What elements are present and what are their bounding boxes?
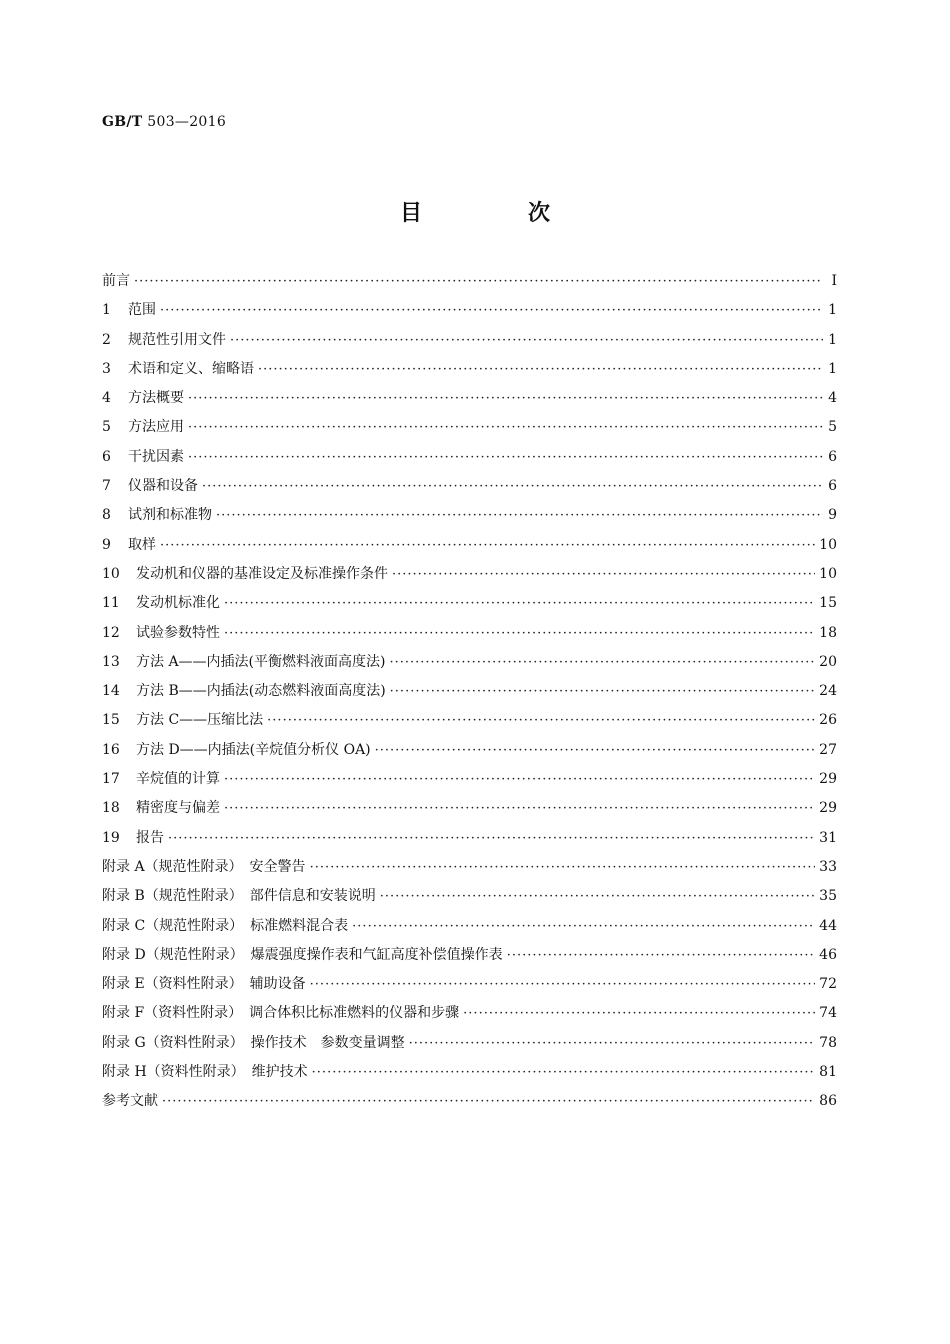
toc-entry[interactable] bbox=[102, 680, 837, 709]
toc-entry-page: 4 bbox=[828, 390, 837, 407]
toc-entry-number: 18 bbox=[102, 800, 120, 817]
toc-entry-page: Ⅰ bbox=[831, 273, 837, 289]
toc-entry-label: 范围 bbox=[128, 302, 156, 319]
toc-entry-label: 附录 B（规范性附录） 部件信息和安装说明 bbox=[102, 888, 376, 905]
toc-entry[interactable] bbox=[102, 915, 837, 944]
toc-leader-dots bbox=[224, 626, 815, 641]
toc-entry-page: 10 bbox=[819, 536, 837, 553]
toc-entry-number: 2 bbox=[102, 331, 111, 348]
toc-entry[interactable] bbox=[102, 1002, 837, 1031]
toc-entry-page: 10 bbox=[819, 565, 837, 582]
toc-entry-number: 17 bbox=[102, 771, 120, 788]
toc-leader-dots bbox=[160, 303, 823, 318]
toc-leader-dots bbox=[202, 479, 823, 494]
toc-entry-number: 11 bbox=[102, 595, 120, 612]
toc-leader-dots bbox=[230, 333, 823, 348]
toc-leader-dots bbox=[188, 450, 823, 465]
toc-entry[interactable] bbox=[102, 768, 837, 797]
toc-entry-label: 附录 D（规范性附录） 爆震强度操作表和气缸高度补偿值操作表 bbox=[102, 946, 503, 963]
toc-entry-page: 24 bbox=[819, 683, 837, 700]
toc-entry-number: 19 bbox=[102, 829, 120, 846]
toc-entry-label: 附录 H（资料性附录） 维护技术 bbox=[102, 1064, 308, 1081]
toc-entry-label: 附录 F（资料性附录） 调合体积比标准燃料的仪器和步骤 bbox=[102, 1005, 460, 1022]
toc-entry[interactable] bbox=[102, 827, 837, 856]
toc-entry[interactable] bbox=[102, 709, 837, 738]
toc-leader-dots bbox=[352, 919, 815, 934]
toc-entry[interactable] bbox=[102, 329, 837, 358]
toc-entry-label: 仪器和设备 bbox=[128, 478, 198, 495]
toc-entry-label: 方法 B——内插法(动态燃料液面高度法) bbox=[136, 683, 386, 700]
toc-leader-dots bbox=[392, 567, 815, 582]
toc-entry-number: 14 bbox=[102, 683, 120, 700]
toc-entry-page: 6 bbox=[828, 448, 837, 465]
toc-entry[interactable] bbox=[102, 563, 837, 592]
toc-entry-label: 附录 C（规范性附录） 标准燃料混合表 bbox=[102, 917, 349, 934]
toc-entry-number: 10 bbox=[102, 565, 120, 582]
toc-entry[interactable] bbox=[102, 299, 837, 328]
standard-number: 503—2016 bbox=[142, 114, 227, 130]
toc-entry-label: 发动机和仪器的基准设定及标准操作条件 bbox=[136, 565, 388, 582]
toc-entry[interactable] bbox=[102, 592, 837, 621]
toc-entry-page: 29 bbox=[819, 800, 837, 817]
toc-entry-page: 74 bbox=[819, 1005, 837, 1022]
toc-entry-page: 78 bbox=[819, 1034, 837, 1051]
toc-entry[interactable] bbox=[102, 1032, 837, 1061]
toc-entry-number: 15 bbox=[102, 712, 120, 729]
toc-entry-page: 35 bbox=[819, 888, 837, 905]
toc-entry-number: 3 bbox=[102, 360, 111, 377]
toc-entry-number: 12 bbox=[102, 624, 120, 641]
toc-entry[interactable] bbox=[102, 622, 837, 651]
toc-entry-label: 方法应用 bbox=[128, 419, 184, 436]
standard-code bbox=[102, 114, 226, 130]
toc-entry-label: 报告 bbox=[136, 829, 164, 846]
toc-entry-label: 精密度与偏差 bbox=[136, 800, 220, 817]
toc-leader-dots bbox=[224, 801, 815, 816]
toc-leader-dots bbox=[463, 1006, 815, 1021]
toc-entry-label: 发动机标准化 bbox=[136, 595, 220, 612]
toc-leader-dots bbox=[224, 596, 815, 611]
toc-entry-page: 1 bbox=[828, 360, 837, 377]
toc-entry-label: 附录 E（资料性附录） 辅助设备 bbox=[102, 976, 306, 993]
toc-entry-page: 46 bbox=[819, 946, 837, 963]
toc-entry-number: 7 bbox=[102, 478, 111, 495]
toc-entry[interactable] bbox=[102, 475, 837, 504]
toc-entry[interactable] bbox=[102, 739, 837, 768]
toc-entry-page: 81 bbox=[819, 1064, 837, 1081]
toc-entry-label: 参考文献 bbox=[102, 1093, 158, 1110]
toc-leader-dots bbox=[310, 860, 816, 875]
toc-entry-number: 6 bbox=[102, 448, 111, 465]
toc-entry[interactable] bbox=[102, 358, 837, 387]
toc-leader-dots bbox=[162, 1094, 815, 1109]
toc-entry-label: 试验参数特性 bbox=[136, 624, 220, 641]
toc-entry-page: 44 bbox=[819, 917, 837, 934]
toc-entry-label: 前言 bbox=[102, 273, 130, 289]
toc-entry-page: 18 bbox=[819, 624, 837, 641]
toc-entry[interactable] bbox=[102, 973, 837, 1002]
toc-entry[interactable] bbox=[102, 534, 837, 563]
toc-entry-number: 5 bbox=[102, 419, 111, 436]
toc-entry-label: 辛烷值的计算 bbox=[136, 771, 220, 788]
toc-entry-label: 规范性引用文件 bbox=[128, 331, 226, 348]
toc-leader-dots bbox=[160, 538, 815, 553]
toc-entry-label: 方法 A——内插法(平衡燃料液面高度法) bbox=[136, 653, 386, 670]
toc-entry-label: 取样 bbox=[128, 536, 156, 553]
toc-entry-number: 8 bbox=[102, 507, 111, 524]
toc-entry-page: 15 bbox=[819, 595, 837, 612]
toc-entry-page: 86 bbox=[819, 1093, 837, 1110]
toc-leader-dots bbox=[188, 391, 823, 406]
toc-leader-dots bbox=[389, 655, 815, 670]
table-of-contents bbox=[102, 270, 837, 1120]
toc-entry-number: 1 bbox=[102, 302, 111, 319]
toc-entry[interactable] bbox=[102, 416, 837, 445]
toc-entry-page: 72 bbox=[819, 976, 837, 993]
toc-entry-label: 附录 G（资料性附录） 操作技术 参数变量调整 bbox=[102, 1034, 405, 1051]
toc-entry-page: 33 bbox=[819, 858, 837, 875]
toc-entry-page: 20 bbox=[819, 653, 837, 670]
toc-leader-dots bbox=[216, 508, 823, 523]
toc-entry[interactable] bbox=[102, 797, 837, 826]
standard-prefix: GB/T bbox=[102, 114, 143, 130]
toc-leader-dots bbox=[258, 362, 823, 377]
toc-entry-page: 31 bbox=[819, 829, 837, 846]
toc-leader-dots bbox=[409, 1036, 816, 1051]
toc-leader-dots bbox=[507, 948, 815, 963]
toc-entry-number: 9 bbox=[102, 536, 111, 553]
toc-entry[interactable] bbox=[102, 387, 837, 416]
toc-leader-dots bbox=[390, 684, 816, 699]
toc-entry-label: 干扰因素 bbox=[128, 448, 184, 465]
toc-leader-dots bbox=[375, 743, 816, 758]
toc-entry-number: 13 bbox=[102, 653, 120, 670]
toc-entry[interactable] bbox=[102, 446, 837, 475]
toc-entry-label: 方法 D——内插法(辛烷值分析仪 OA) bbox=[136, 741, 371, 758]
toc-leader-dots bbox=[267, 713, 815, 728]
toc-entry-page: 27 bbox=[819, 741, 837, 758]
toc-leader-dots bbox=[224, 772, 815, 787]
toc-entry[interactable] bbox=[102, 944, 837, 973]
toc-entry-page: 1 bbox=[828, 331, 837, 348]
toc-leader-dots bbox=[134, 274, 823, 289]
toc-entry-page: 9 bbox=[828, 507, 837, 524]
toc-entry-label: 方法概要 bbox=[128, 390, 184, 407]
toc-leader-dots bbox=[168, 831, 815, 846]
toc-entry-number: 16 bbox=[102, 741, 120, 758]
toc-entry-page: 1 bbox=[828, 302, 837, 319]
toc-entry-label: 方法 C——压缩比法 bbox=[136, 712, 264, 729]
toc-entry-number: 4 bbox=[102, 390, 111, 407]
toc-entry-page: 29 bbox=[819, 771, 837, 788]
toc-leader-dots bbox=[310, 977, 816, 992]
toc-entry-page: 5 bbox=[828, 419, 837, 436]
toc-entry-page: 26 bbox=[819, 712, 837, 729]
toc-entry[interactable] bbox=[102, 856, 837, 885]
toc-entry-page: 6 bbox=[828, 478, 837, 495]
toc-entry[interactable] bbox=[102, 1061, 837, 1090]
toc-leader-dots bbox=[188, 420, 823, 435]
toc-entry-label: 试剂和标准物 bbox=[128, 507, 212, 524]
toc-leader-dots bbox=[380, 889, 815, 904]
toc-entry-label: 附录 A（规范性附录） 安全警告 bbox=[102, 858, 306, 875]
toc-entry[interactable] bbox=[102, 270, 837, 299]
toc-entry[interactable] bbox=[102, 885, 837, 914]
toc-entry[interactable] bbox=[102, 1090, 837, 1119]
toc-entry-label: 术语和定义、缩略语 bbox=[128, 360, 254, 377]
toc-entry[interactable] bbox=[102, 651, 837, 680]
page-title: 目 次 bbox=[399, 200, 592, 226]
toc-leader-dots bbox=[312, 1065, 816, 1080]
toc-entry[interactable] bbox=[102, 504, 837, 533]
